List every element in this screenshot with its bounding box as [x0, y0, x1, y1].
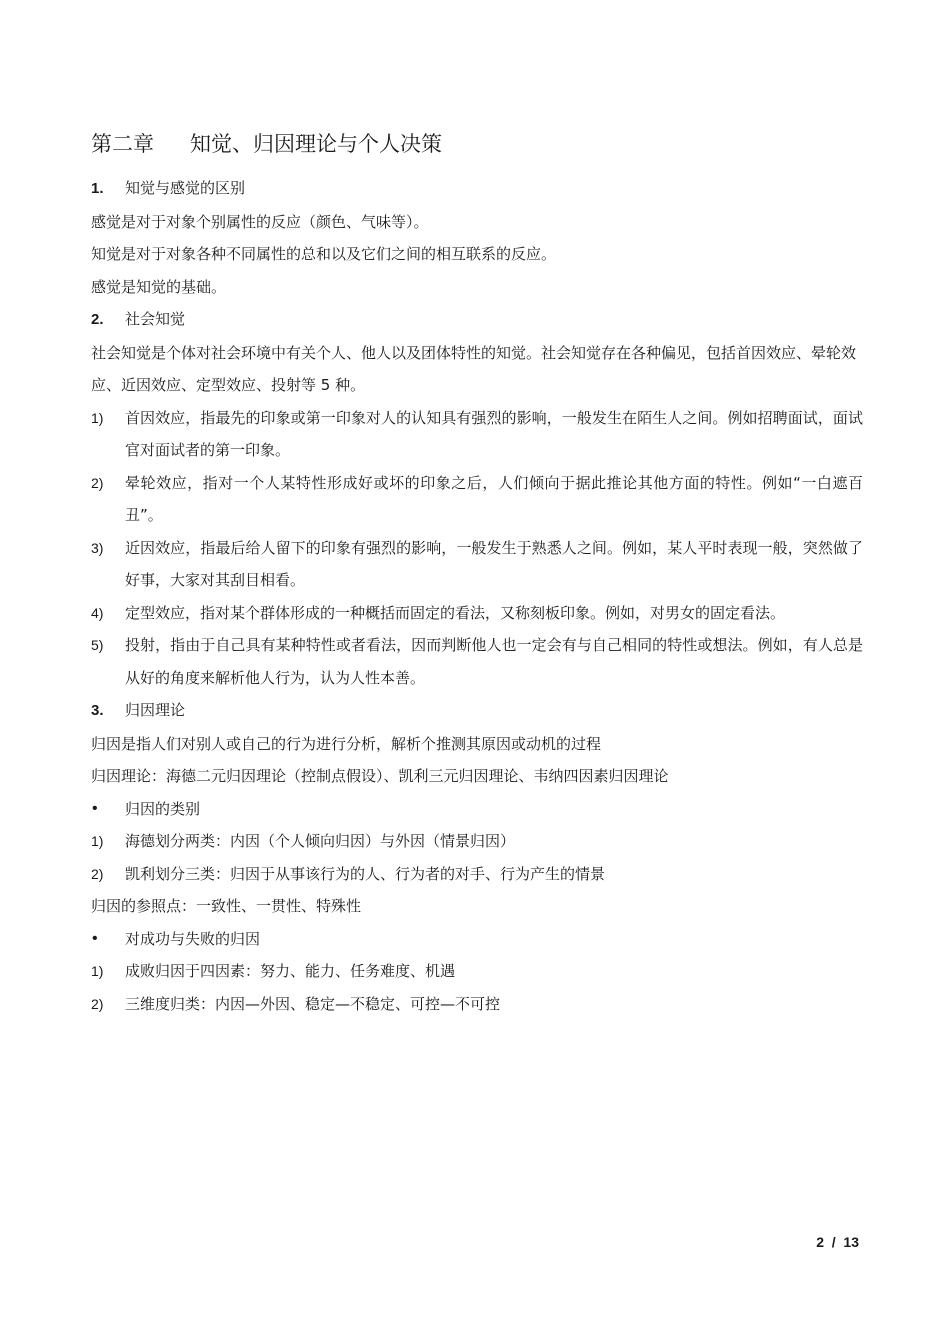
list-item-text: 凯利划分三类：归因于从事该行为的人、行为者的对手、行为产生的情景: [125, 864, 606, 883]
bullet-item-text: 归因的类别: [125, 799, 201, 818]
list-item: [91, 597, 863, 630]
section-heading-text: 知觉与感觉的区别: [125, 179, 246, 197]
paragraph: 知觉是对于对象各种不同属性的总和以及它们之间的相互联系的反应。: [91, 245, 557, 263]
bullet-marker: •: [92, 799, 98, 817]
list-item-text: 晕轮效应，指对一个人某特性形成好或坏的印象之后，人们倾向于据此推论其他方面的特性。例如“一白遮百丑”。: [125, 473, 863, 524]
chapter-title: [91, 128, 863, 160]
list-item: [91, 825, 863, 858]
list-marker: 1): [91, 833, 104, 849]
list-marker: 1): [91, 963, 104, 979]
paragraph: 感觉是知觉的基础。: [91, 277, 227, 296]
section-1-heading: [91, 172, 863, 206]
page-number: 2 / 13: [816, 1234, 859, 1250]
list-item-text: 近因效应，指最后给人留下的印象有强烈的影响，一般发生于熟悉人之间。例如，某人平时表现一般，突然做了好事，大家对其刮目相看。: [125, 538, 863, 589]
list-marker: 1): [91, 409, 104, 426]
list-item-text: 海德划分两类：内因（个人倾向归因）与外因（情景归因）: [125, 832, 516, 850]
section-number: 3.: [91, 702, 104, 719]
paragraph: 社会知觉是个体对社会环境中有关个人、他人以及团体特性的知觉。社会知觉存在各种偏见，包括首因效应、晕轮效应、近因效应、定型效应、投射等 5 种。: [91, 343, 857, 394]
bullet-item: [91, 793, 863, 826]
list-marker: 2): [91, 865, 104, 882]
list-item: [91, 955, 863, 988]
list-marker: 3): [91, 539, 104, 556]
paragraph: 归因理论：海德二元归因理论（控制点假设）、凯利三元归因理论、韦纳四因素归因理论: [91, 767, 669, 785]
paragraph: 归因是指人们对别人或自己的行为进行分析，解析个推测其原因或动机的过程: [91, 734, 602, 753]
list-marker: 2): [91, 995, 104, 1012]
list-item: [91, 629, 863, 694]
page-content: [91, 128, 863, 1020]
list-marker: 2): [91, 474, 104, 491]
list-marker: 5): [91, 637, 104, 653]
list-item: [91, 467, 863, 532]
list-marker: 4): [91, 604, 104, 621]
bullet-item-text: 对成功与失败的归因: [125, 929, 261, 948]
list-item: [91, 988, 863, 1021]
section-3-heading: [91, 694, 863, 728]
list-item-text: 成败归因于四因素：努力、能力、任务难度、机遇: [125, 962, 456, 980]
bullet-item: [91, 923, 863, 956]
section-heading-text: 社会知觉: [125, 310, 186, 328]
section-2-heading: [91, 303, 863, 337]
chapter-title-text: 知觉、归因理论与个人决策: [190, 132, 442, 156]
list-item-text: 首因效应，指最先的印象或第一印象对人的认知具有强烈的影响，一般发生在陌生人之间。例如招聘面试，面试官对面试者的第一印象。: [125, 408, 863, 459]
list-item-text: 三维度归类：内因—外因、稳定—不稳定、可控—不可控: [125, 994, 501, 1013]
paragraph: 归因的参照点：一致性、一贯性、特殊性: [91, 897, 362, 915]
list-item: [91, 532, 863, 597]
list-item: [91, 402, 863, 467]
paragraph: 感觉是对于对象个别属性的反应（颜色、气味等）。: [91, 212, 429, 231]
chapter-number: 第二章: [91, 132, 154, 156]
list-item: [91, 858, 863, 891]
section-number: 1.: [91, 180, 104, 197]
list-item-text: 定型效应，指对某个群体形成的一种概括而固定的看法，又称刻板印象。例如，对男女的固定看法。: [125, 603, 786, 622]
bullet-marker: •: [92, 929, 98, 947]
list-item-text: 投射，指由于自己具有某种特性或者看法，因而判断他人也一定会有与自己相同的特性或想法。例如，有人总是从好的角度来解析他人行为，认为人性本善。: [125, 636, 863, 687]
section-heading-text: 归因理论: [125, 701, 186, 719]
section-number: 2.: [91, 311, 104, 328]
